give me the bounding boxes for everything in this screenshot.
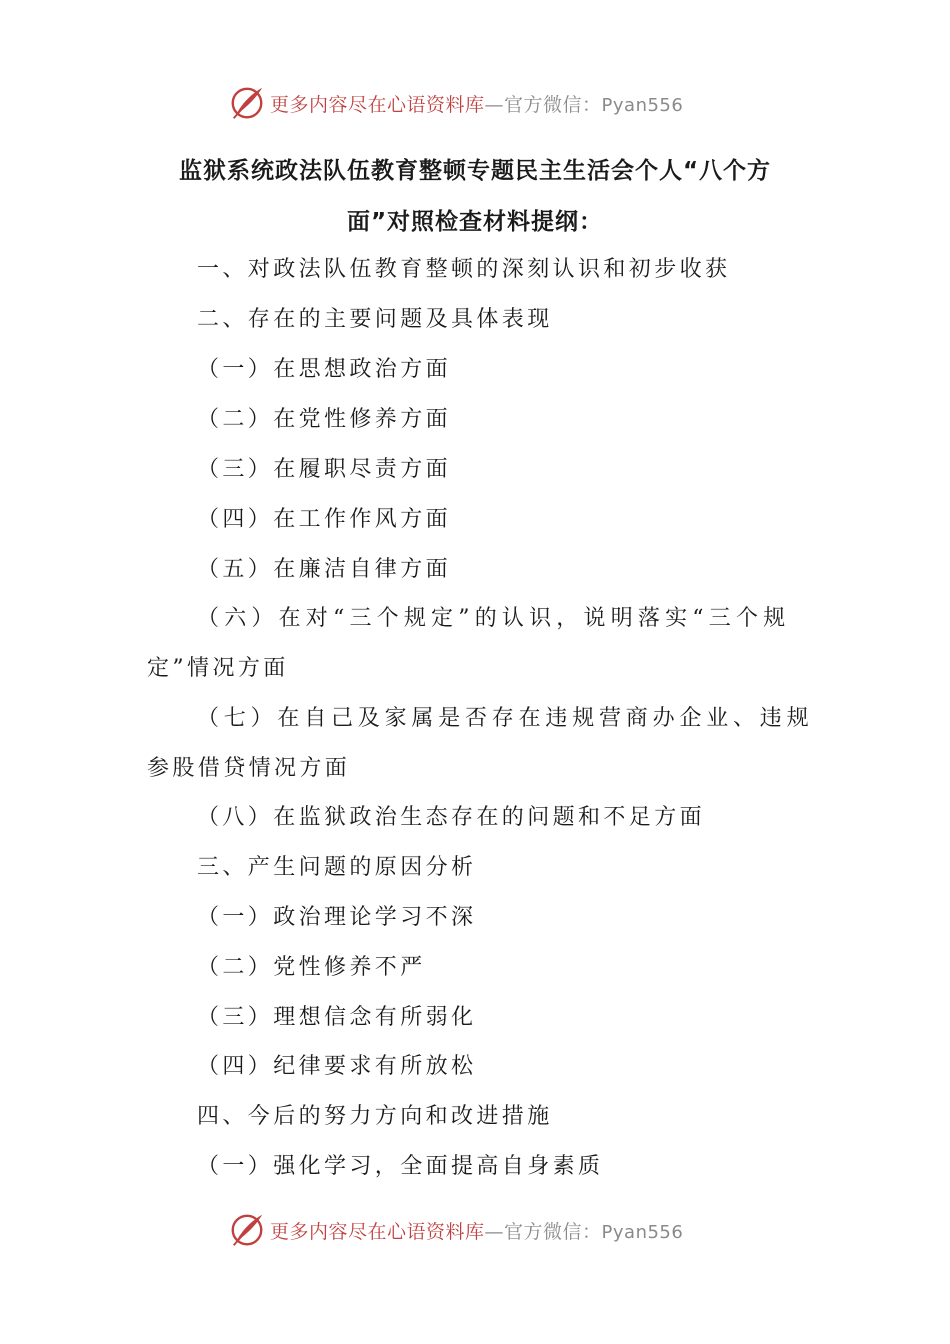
watermark-red-text: 更多内容尽在心语资料库 <box>270 93 485 116</box>
watermark-dash: — <box>484 1220 505 1243</box>
body-line: 三、产生问题的原因分析 <box>197 855 477 880</box>
watermark-grey-text: 官方微信： <box>504 1220 602 1243</box>
title-line-2: 面”对照检查材料提纲： <box>346 209 604 235</box>
watermark-dash: — <box>484 93 505 116</box>
body-line: 定”情况方面 <box>147 656 289 681</box>
body-line: （二）在党性修养方面 <box>197 407 452 432</box>
watermark-banner-top <box>228 83 683 123</box>
body-line: （四）纪律要求有所放松 <box>197 1054 477 1079</box>
body-line: 四、今后的努力方向和改进措施 <box>197 1104 553 1129</box>
body-line: 一、对政法队伍教育整顿的深刻认识和初步收获 <box>197 257 731 282</box>
title-line-1: 监狱系统政法队伍教育整顿专题民主生活会个人“八个方 <box>178 158 772 184</box>
watermark-text <box>270 90 683 117</box>
watermark-red-text: 更多内容尽在心语资料库 <box>270 1220 485 1243</box>
body-line: （八）在监狱政治生态存在的问题和不足方面 <box>197 805 706 830</box>
body-line: （七）在自己及家属是否存在违规营商办企业、违规 <box>197 706 814 731</box>
body-line: （三）理想信念有所弱化 <box>197 1005 477 1030</box>
watermark-handle: Pyan556 <box>601 1221 684 1243</box>
body-line: （二）党性修养不严 <box>197 955 426 980</box>
document-title <box>140 146 810 248</box>
body-line: （一）在思想政治方面 <box>197 357 452 382</box>
body-line: 参股借贷情况方面 <box>147 756 351 781</box>
body-line: （一）政治理论学习不深 <box>197 905 477 930</box>
body-line: （六）在对“三个规定”的认识，说明落实“三个规 <box>197 606 791 631</box>
body-line: （一）强化学习，全面提高自身素质 <box>197 1154 604 1179</box>
body-line: 二、存在的主要问题及具体表现 <box>197 307 553 332</box>
body-line: （五）在廉洁自律方面 <box>197 557 452 582</box>
watermark-text <box>270 1217 683 1244</box>
body-line: （四）在工作作风方面 <box>197 507 452 532</box>
body-line: （三）在履职尽责方面 <box>197 457 452 482</box>
watermark-handle: Pyan556 <box>601 94 684 116</box>
watermark-banner-bottom <box>228 1210 683 1250</box>
watermark-grey-text: 官方微信： <box>504 93 602 116</box>
quill-logo-icon <box>228 1211 266 1249</box>
quill-logo-icon <box>228 84 266 122</box>
